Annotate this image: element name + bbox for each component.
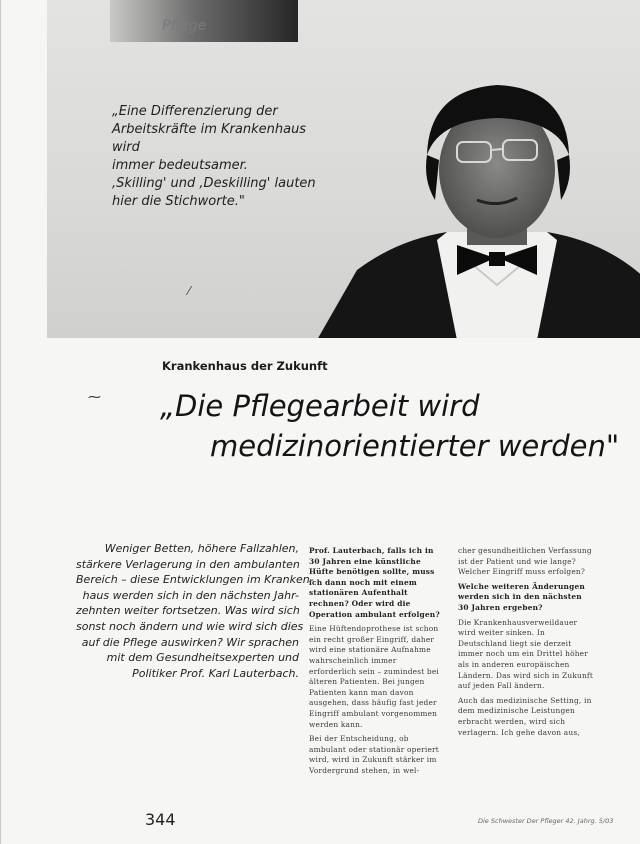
footer-source: Die Schwester Der Pfleger 42. Jahrg. 5/03 [478, 817, 614, 825]
lead-line: Politiker Prof. Karl Lauterbach. [132, 666, 299, 680]
interview-answer: Eine Hüftendoprothese ist schon ein recht großer Eingriff, daher wird eine stationäre Aufnahme wahrscheinlich immer erforderlich sein – zumindest bei älteren Patienten. Bei jungen Patienten kann man davon ausgehen, dass häufig fast jeder Eingriff ambulant vorgenommen werden kann. [309, 624, 439, 729]
interview-answer: cher gesundheitlichen Verfassung ist der Patient und wie lange? Welcher Eingriff muss erfolgen? [458, 546, 592, 577]
lead-line: Weniger Betten, höhere Fallzahlen, [104, 542, 299, 555]
lead-line: mit dem Gesundheitsexperten und [106, 651, 299, 665]
section-label: Pflege [162, 18, 207, 34]
portrait-figure [317, 60, 640, 338]
interview-answer: Die Krankenhausverweildauer wird weiter sinken. In Deutschland liegt sie derzeit immer noch um ein Drittel höher als in anderen europäischen Ländern. Das wird sich in Zukunft auf jeden Fall ändern. [458, 617, 594, 691]
photo-speck: ⁄ [188, 284, 191, 298]
quote-line: immer bedeutsamer. [112, 158, 248, 173]
article-title [160, 386, 630, 466]
quote-line: „Eine Differenzierung der [112, 104, 278, 119]
interview-answer: Auch das medizinische Setting, in dem medizinische Leistungen erbracht werden, wird sich verlagern. Ich gehe davon aus, [458, 695, 592, 737]
page-number: 344 [145, 810, 176, 829]
title-line-1: „Die Pflegearbeit wird [160, 389, 480, 423]
article-kicker: Krankenhaus der Zukunft [162, 359, 328, 373]
lead-line: zehnten weiter fortsetzen. Was wird sich [76, 604, 300, 618]
interview-question: Prof. Lauterbach, falls ich in 30 Jahren eine künstliche Hüfte benötigen sollte, muss ich dann noch mit einem stationären Aufenthalt rechnen? Oder wird die Operation ambulant erfolgen? [309, 546, 440, 619]
title-line-2: medizinorientierter werden" [210, 429, 620, 463]
quote-line: ‚Skilling' und ‚Deskilling' lauten [112, 176, 316, 191]
body-column-1 [309, 546, 446, 780]
pull-quote [112, 103, 327, 211]
body-column-2 [458, 546, 595, 742]
lead-line: haus werden sich in den nächsten Jahr- [82, 588, 299, 602]
scan-speck: ⁓ [88, 390, 101, 405]
page-edge [0, 0, 1, 844]
quote-line: Arbeitskräfte im Krankenhaus wird [112, 122, 307, 155]
quote-line: hier die Stichworte." [112, 194, 245, 209]
article-lead [76, 541, 314, 681]
interview-question: Welche weiteren Änderungen werden sich in den nächsten 30 Jahren ergeben? [458, 581, 585, 612]
lead-line: sonst noch ändern und wie wird sich dies [76, 619, 304, 633]
lead-line: auf die Pflege auswirken? Wir sprachen [81, 635, 299, 649]
lead-line: stärkere Verlagerung in den ambulanten [76, 557, 300, 571]
interview-answer: Bei der Entscheidung, ob ambulant oder stationär operiert wird, wird in Zukunft stärker im Vordergrund stehen, in wel- [309, 734, 439, 775]
lead-line: Bereich – diese Entwicklungen im Kranken- [76, 573, 314, 587]
